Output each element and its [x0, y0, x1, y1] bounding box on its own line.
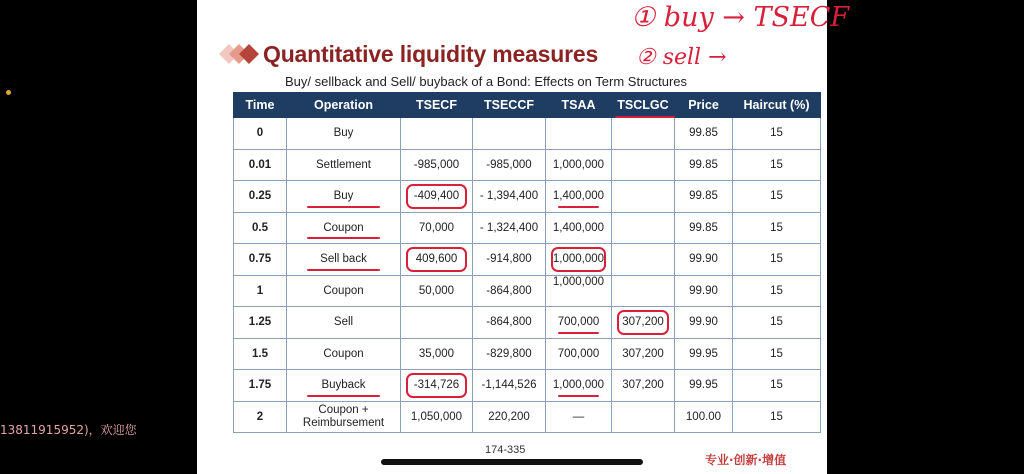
cell-operation: Sell [287, 307, 401, 339]
cell-tsaa: 1,000,000 [546, 244, 612, 276]
cell-tsaa: 700,000 [546, 307, 612, 339]
table-row [234, 275, 821, 307]
cell-tseccf: -914,800 [473, 244, 546, 276]
cell-tsaa: 1,400,000 [546, 212, 612, 244]
cell-time: 1.75 [234, 370, 287, 402]
cell-time: 2 [234, 401, 287, 433]
table-row [234, 401, 821, 433]
cell-time: 0 [234, 118, 287, 150]
video-progress-bar[interactable] [381, 459, 643, 465]
cell-operation: Buy [287, 118, 401, 150]
table-row [234, 181, 821, 213]
cell-tsclgc [612, 118, 675, 150]
cell-price: 99.90 [675, 244, 733, 276]
cell-price: 99.95 [675, 338, 733, 370]
cell-haircut: 15 [733, 244, 821, 276]
header-tsaa: TSAA [546, 93, 612, 118]
footer-page-number: 174-335 [485, 444, 526, 456]
cell-price: 99.85 [675, 181, 733, 213]
cell-haircut: 15 [733, 275, 821, 307]
header-price: Price [675, 93, 733, 118]
cell-haircut: 15 [733, 401, 821, 433]
cell-tsaa: — [546, 401, 612, 433]
cell-tsaa: 700,000 [546, 338, 612, 370]
cell-tsaa: 1,400,000 [546, 181, 612, 213]
cell-price: 99.95 [675, 370, 733, 402]
cell-tsclgc [612, 212, 675, 244]
cell-tsecf: 409,600 [401, 244, 473, 276]
cell-tsecf: 70,000 [401, 212, 473, 244]
header-time: Time [234, 93, 287, 118]
side-dot [6, 90, 11, 95]
cell-operation: Settlement [287, 149, 401, 181]
cell-tsecf: 50,000 [401, 275, 473, 307]
cell-price: 100.00 [675, 401, 733, 433]
cell-tseccf: - 1,394,400 [473, 181, 546, 213]
cell-tsclgc: 307,200 [612, 338, 675, 370]
cell-tseccf: -864,800 [473, 275, 546, 307]
cell-price: 99.85 [675, 118, 733, 150]
cell-tsecf [401, 118, 473, 150]
overlay-text: 13811915952)，欢迎您 [0, 423, 137, 437]
cell-tsecf: 35,000 [401, 338, 473, 370]
table-row [234, 118, 821, 150]
header-operation: Operation [287, 93, 401, 118]
cell-tsclgc [612, 149, 675, 181]
cell-tseccf: -1,144,526 [473, 370, 546, 402]
cell-time: 0.5 [234, 212, 287, 244]
header-tsecf: TSECF [401, 93, 473, 118]
cell-operation: Coupon + Reimbursement [287, 401, 401, 433]
cell-tsaa [546, 118, 612, 150]
cell-tseccf: 220,200 [473, 401, 546, 433]
handwritten-underline-tsclgc [615, 116, 675, 118]
cell-tsaa: 1,000,000 [546, 149, 612, 181]
cell-tsecf [401, 307, 473, 339]
cell-tseccf: -829,800 [473, 338, 546, 370]
cell-tseccf [473, 118, 546, 150]
table-row [234, 212, 821, 244]
table-row [234, 307, 821, 339]
cell-tsclgc: 307,200 [612, 370, 675, 402]
cell-time: 0.01 [234, 149, 287, 181]
cell-time: 1.25 [234, 307, 287, 339]
cell-tsecf: 1,050,000 [401, 401, 473, 433]
cell-tsclgc: 307,200 [612, 307, 675, 339]
slide-subtitle: Buy/ sellback and Sell/ buyback of a Bond: Effects on Term Structures [285, 74, 688, 89]
header-tsclgc: TSCLGC [612, 93, 675, 118]
cell-tseccf: - 1,324,400 [473, 212, 546, 244]
header-tseccf: TSECCF [473, 93, 546, 118]
cell-operation: Buyback [287, 370, 401, 402]
table-row [234, 149, 821, 181]
cell-tsecf: -314,726 [401, 370, 473, 402]
cell-tseccf: -864,800 [473, 307, 546, 339]
cell-haircut: 15 [733, 370, 821, 402]
cell-price: 99.90 [675, 307, 733, 339]
cell-haircut: 15 [733, 118, 821, 150]
cell-haircut: 15 [733, 212, 821, 244]
cell-tsclgc [612, 181, 675, 213]
cell-tsecf: -409,400 [401, 181, 473, 213]
cell-tsclgc [612, 244, 675, 276]
cell-price: 99.85 [675, 149, 733, 181]
handwritten-annotation-2: ② sell → [636, 45, 727, 70]
table-header-row [234, 93, 821, 118]
table-row [234, 370, 821, 402]
cell-operation: Sell back [287, 244, 401, 276]
cell-operation: Coupon [287, 338, 401, 370]
cell-haircut: 15 [733, 149, 821, 181]
cell-haircut: 15 [733, 181, 821, 213]
cell-tsecf: -985,000 [401, 149, 473, 181]
cell-time: 0.75 [234, 244, 287, 276]
cell-time: 0.25 [234, 181, 287, 213]
cell-tseccf: -985,000 [473, 149, 546, 181]
cell-price: 99.90 [675, 275, 733, 307]
cell-operation: Buy [287, 181, 401, 213]
cell-haircut: 15 [733, 338, 821, 370]
handwritten-annotation-1: ① buy → TSECF [631, 2, 850, 33]
footer-brand: 专业·创新·增值 [705, 453, 787, 467]
liquidity-table [233, 92, 821, 433]
slide [197, 0, 850, 474]
cell-time: 1.5 [234, 338, 287, 370]
header-haircut: Haircut (%) [733, 93, 821, 118]
cell-price: 99.85 [675, 212, 733, 244]
cell-operation: Coupon [287, 275, 401, 307]
cell-tsaa: 1,000,000 [546, 275, 612, 307]
cell-operation: Coupon [287, 212, 401, 244]
cell-tsclgc [612, 275, 675, 307]
title-diamonds-icon [217, 40, 262, 68]
table-row [234, 244, 821, 276]
slide-title: Quantitative liquidity measures [263, 41, 599, 67]
cell-tsclgc [612, 401, 675, 433]
cell-tsaa: 1,000,000 [546, 370, 612, 402]
cell-time: 1 [234, 275, 287, 307]
table-row [234, 338, 821, 370]
cell-haircut: 15 [733, 307, 821, 339]
